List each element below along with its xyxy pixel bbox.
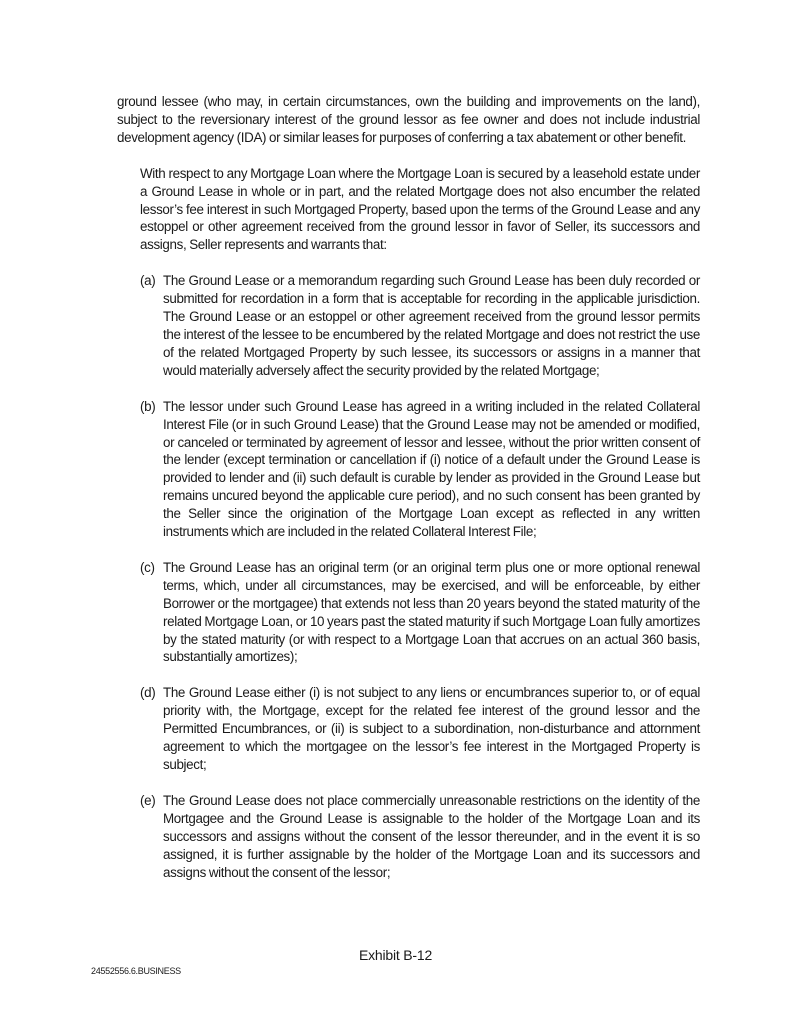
intro-paragraph: With respect to any Mortgage Loan where the Mortgage Loan is secured by a leasehold estate under a Ground Lease in whole or in part, and the related Mortgage does not also encumber the related lessor’s fee interest in such Mortgaged Property, based upon the terms of the Ground Lease and any estoppel or other agreement received from the ground lessor in favor of Seller, its successors and assigns, Seller represents and warrants that: xyxy=(140,165,700,253)
lead-paragraph: ground lessee (who may, in certain circumstances, own the building and improvements on the land), subject to the reversionary interest of the ground lessor as fee owner and does not include industrial development agency (IDA) or similar leases for purposes of conferring a tax abatement or other benefit. xyxy=(117,94,700,145)
representations-list xyxy=(117,272,700,881)
document-id: 24552556.6.BUSINESS xyxy=(91,966,181,976)
list-item-c xyxy=(140,559,700,666)
list-item-a xyxy=(140,272,700,379)
list-item-text: The lessor under such Ground Lease has agreed in a writing included in the related Collateral Interest File (or in such Ground Lease) that the Ground Lease may not be amended or modified, or canceled or terminated by agreement of lessor and lessee, without the prior written consent of the lender (except termination or cancellation if (i) notice of a default under the Ground Lease is provided to lender and (ii) such default is curable by lender as provided in the Ground Lease but remains uncured beyond the applicable cure period), and no such consent has been granted by the Seller since the origination of the Mortgage Loan except as reflected in any written instruments which are included in the related Collateral Interest File; xyxy=(163,398,700,540)
list-item-text: The Ground Lease does not place commercially unreasonable restrictions on the identity of the Mortgagee and the Ground Lease is assignable to the holder of the Mortgage Loan and its successors and assigns without the consent of the lessor thereunder, and in the event it is so assigned, it is further assignable by the holder of the Mortgage Loan and its successors and assigns without the consent of the lessor; xyxy=(163,792,700,880)
list-marker: (d) xyxy=(140,685,156,701)
list-item-e xyxy=(140,792,700,882)
list-item-text: The Ground Lease either (i) is not subject to any liens or encumbrances superior to, or of equal priority with, the Mortgage, except for the related fee interest of the ground lessor and the Permitted Encumbrances, or (ii) is subject to a subordination, non-disturbance and attornment agreement to which the mortgagee on the lessor’s fee interest in the Mortgaged Property is subject; xyxy=(163,685,700,772)
list-marker: (b) xyxy=(140,398,156,414)
page-footer-label: Exhibit B-12 xyxy=(358,947,433,963)
list-item-d xyxy=(140,684,700,774)
list-marker: (c) xyxy=(140,559,155,575)
document-body xyxy=(117,93,700,899)
list-item-text: The Ground Lease or a memorandum regarding such Ground Lease has been duly recorded or submitted for recordation in a form that is acceptable for recording in the applicable jurisdiction. The Ground Lease or an estoppel or other agreement received from the ground lessor permits the interest of the lessee to be encumbered by the related Mortgage and does not restrict the use of the related Mortgaged Property by such lessee, its successors or assigns in a manner that would materially adversely affect the security provided by the related Mortgage; xyxy=(163,273,700,378)
list-item-b xyxy=(140,398,700,541)
list-marker: (e) xyxy=(140,792,156,808)
list-item-text: The Ground Lease has an original term (or an original term plus one or more optional renewal terms, which, under all circumstances, may be exercised, and will be enforceable, by either Borrower or the mortgagee) that extends not less than 20 years beyond the stated maturity of the related Mortgage Loan, or 10 years past the stated maturity if such Mortgage Loan fully amortizes by the stated maturity (or with respect to a Mortgage Loan that accrues on an actual 360 basis, substantially amortizes); xyxy=(163,559,700,665)
list-marker: (a) xyxy=(140,273,156,289)
